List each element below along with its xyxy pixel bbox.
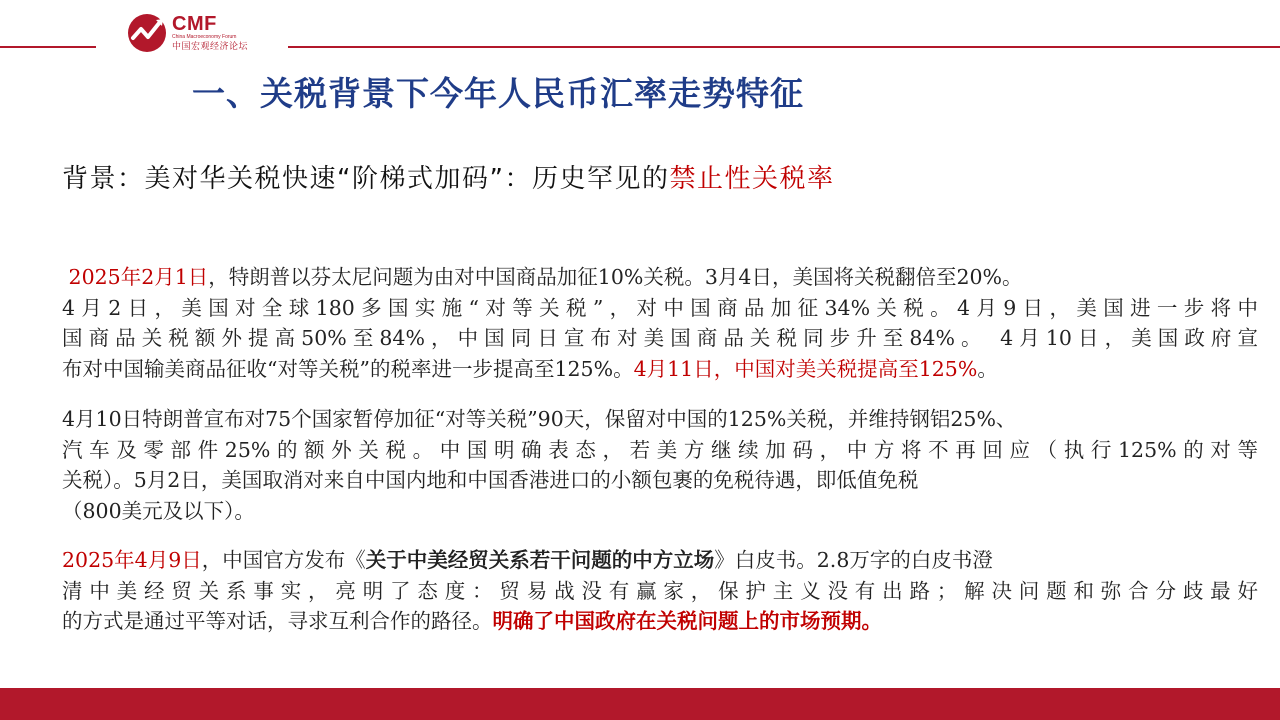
logo-brand-text: CMF bbox=[172, 12, 217, 35]
p1-line3: 国商品关税额外提高50%至84%，中国同日宣布对美国商品关税同步升至84%。 4月10日，美国政府宣 bbox=[62, 326, 1258, 350]
logo-english-name: China Macroeconomy Forum bbox=[172, 33, 237, 40]
p1-line4: 布对中国输美商品征收“对等关税”的税率进一步提高至125%。 bbox=[62, 356, 634, 381]
paragraph-tariff-pause bbox=[62, 404, 1258, 526]
subtitle-highlight: 禁止性关税率 bbox=[669, 164, 835, 194]
p1-line2: 4月2日，美国对全球180多国实施“对等关税”，对中国商品加征34%关税。4月9日，美国进一步将中 bbox=[62, 295, 1258, 320]
p1-line4-end: 。 bbox=[977, 356, 998, 381]
header-rule-left bbox=[0, 46, 96, 48]
p3-white-paper-title: 关于中美经贸关系若干问题的中方立场 bbox=[365, 548, 715, 572]
p2-line1: 4月10日特朗普宣布对75个国家暂停加征“对等关税”90天，保留对中国的125%关税，并维持钢铝25%、 bbox=[62, 407, 1017, 431]
p2-line2: 汽车及零部件25%的额外关税。中国明确表态，若美方继续加码，中方将不再回应（执行125%的对等 bbox=[62, 437, 1258, 462]
p3-line2: 清中美经贸关系事实，亮明了态度：贸易战没有赢家，保护主义没有出路；解决问题和弥合分歧最好 bbox=[62, 578, 1258, 603]
p2-line4: （800美元及以下）。 bbox=[62, 498, 255, 523]
slide-subtitle bbox=[62, 158, 834, 195]
p1-line4-highlight: 4月11日，中国对美关税提高至125% bbox=[633, 356, 978, 381]
logo-chinese-name: 中国宏观经济论坛 bbox=[172, 41, 249, 52]
p3-conclusion: 明确了中国政府在关税问题上的市场预期。 bbox=[492, 609, 882, 633]
cmf-logo bbox=[126, 12, 248, 54]
p3-date: 2025年4月9日 bbox=[62, 548, 202, 572]
p3-line3: 的方式是通过平等对话，寻求互利合作的路径。 bbox=[62, 609, 493, 633]
slide-title: 一、关税背景下今年人民币汇率走势特征 bbox=[192, 74, 804, 113]
p3-line1-mid: ，中国官方发布《 bbox=[201, 548, 366, 572]
paragraph-tariff-timeline bbox=[62, 262, 1258, 384]
p3-line1-rest: 》白皮书。2.8万字的白皮书澄 bbox=[714, 548, 993, 572]
p2-line3: 关税）。5月2日，美国取消对来自中国内地和中国香港进口的小额包裹的免税待遇，即低值免税 bbox=[62, 468, 919, 492]
p1-date: 2025年2月1日 bbox=[68, 265, 209, 289]
p1-line1: ，特朗普以芬太尼问题为由对中国商品加征10%关税。3月4日，美国将关税翻倍至20%。 bbox=[208, 265, 1023, 289]
paragraph-white-paper bbox=[62, 545, 1258, 637]
header-rule-right bbox=[288, 46, 1280, 48]
subtitle-prefix: 背景：美对华关税快速“阶梯式加码”：历史罕见的 bbox=[62, 164, 670, 194]
footer-bar bbox=[0, 688, 1280, 720]
cmf-logo-icon bbox=[126, 12, 168, 54]
